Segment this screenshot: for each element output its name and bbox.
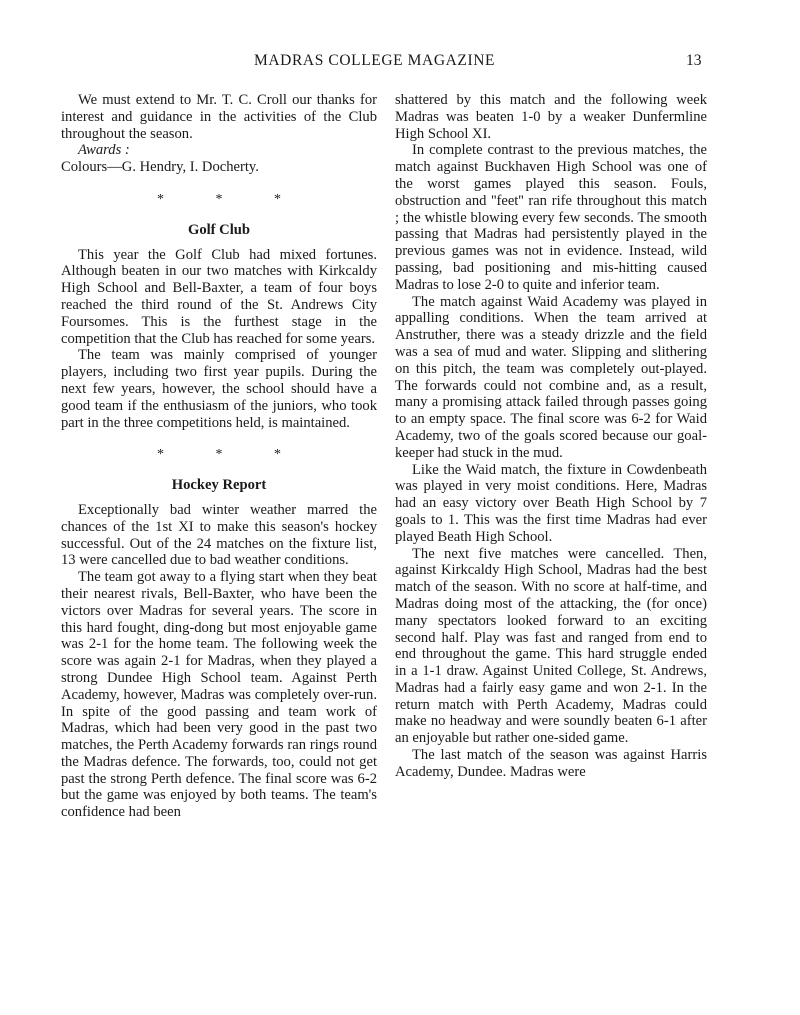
hockey-report-heading: Hockey Report: [171, 477, 267, 494]
cowdenbeath-paragraph: Like the Waid match, the fixture in Cowdenbeath was played in very moist conditions. Here, Madras had an easy victory over Beath High School by 7 goals to 1. This was the first time Madras had ever played Beath High School.: [395, 461, 707, 545]
buckhaven-paragraph: In complete contrast to the previous matches, the match against Buckhaven High School was one of the worst games played this season. Fouls, obstruction and ''feet'' ran rife throughout this match ; the whistle blowing every few seconds. The smooth passing that Madras had persistently played in the previous games was not in evidence. Instead, wild passing, bad positioning and mis-hitting caused Madras to lose 2-0 to quite and inferior team.: [395, 142, 707, 293]
harris-paragraph: The last match of the season was against Harris Academy, Dundee. Madras were: [395, 747, 707, 780]
golf-paragraph-1: This year the Golf Club had mixed fortunes. Although beaten in our two matches with Kirkcaldy High School and Bell-Baxter, a team of four boys reached the third round of the St. Andrews City Foursomes. This is the furthest stage in the competition that the Club has reached for some years.: [61, 246, 377, 347]
hockey-paragraph-1: Exceptionally bad winter weather marred the chances of the 1st XI to make this season's hockey successful. Out of the 24 matches on the fixture list, 13 were cancelled due to bad weather conditions.: [61, 501, 377, 569]
hockey-paragraph-2: The team got away to a flying start when they beat their nearest rivals, Bell-Baxter, who have been the victors over Madras for several years. The score in this hard fought, ding-dong but most enjoyable game was 2-1 for the home team. The following week the score was again 2-1 for Madras, when they played a strong Dundee High School team. Against Perth Academy, however, Madras was completely over-run. In spite of the good passing and team work of Madras, which had been very good in the past two matches, the Perth Academy forwards ran rings round the Madras defence. The forwards, too, could not get past the strong Perth defence. The final score was 6-2 but the game was enjoyed by both teams. The team's confidence had been: [61, 569, 377, 821]
left-column: [61, 92, 377, 821]
section-divider: * * *: [157, 447, 305, 463]
croll-thanks-paragraph: We must extend to Mr. T. C. Croll our thanks for interest and guidance in the activities of the Club throughout the season.: [61, 92, 377, 142]
page-header: [0, 52, 800, 74]
golf-club-heading: Golf Club: [187, 221, 251, 238]
hockey-paragraph-continued: shattered by this match and the following week Madras was beaten 1-0 by a weaker Dunfermline High School XI.: [395, 92, 707, 142]
page-number: 13: [686, 52, 702, 69]
waid-paragraph: The match against Waid Academy was played in appalling conditions. When the team arrived at Anstruther, there was a steady drizzle and the field was a sea of mud and water. Slipping and slithering on this pitch, the team was completely out-played. The forwards could not combine and, as a result, many a promising attack failed through passes going to an empty space. The final score was 6-2 for Waid Academy, two of the goals scored because our goal-keeper had stuck in the mud.: [395, 293, 707, 461]
golf-paragraph-2: The team was mainly comprised of younger players, including two first year pupils. During the next few years, however, the school should have a good team if the enthusiasm of the juniors, who took part in the three competitions held, is maintained.: [61, 347, 377, 431]
section-divider: * * *: [157, 191, 305, 207]
awards-label: Awards :: [78, 142, 130, 159]
right-column: [395, 92, 707, 781]
magazine-title: MADRAS COLLEGE MAGAZINE: [254, 52, 496, 69]
kirkcaldy-paragraph: The next five matches were cancelled. Then, against Kirkcaldy High School, Madras had the best match of the season. With no score at half-time, and Madras doing most of the attacking, the (for once) many spectators looked forward to an exciting second half. Play was fast and ranged from end to end throughout the game. This hard struggle ended in a 1-1 draw. Against United College, St. Andrews, Madras had a fairly easy game and won 2-1. In the return match with Perth Academy, Madras could make no headway and were soundly beaten 6-1 after an enjoyable but rather one-sided game.: [395, 545, 707, 747]
awards-colours: Colours—G. Hendry, I. Docherty.: [61, 159, 259, 176]
